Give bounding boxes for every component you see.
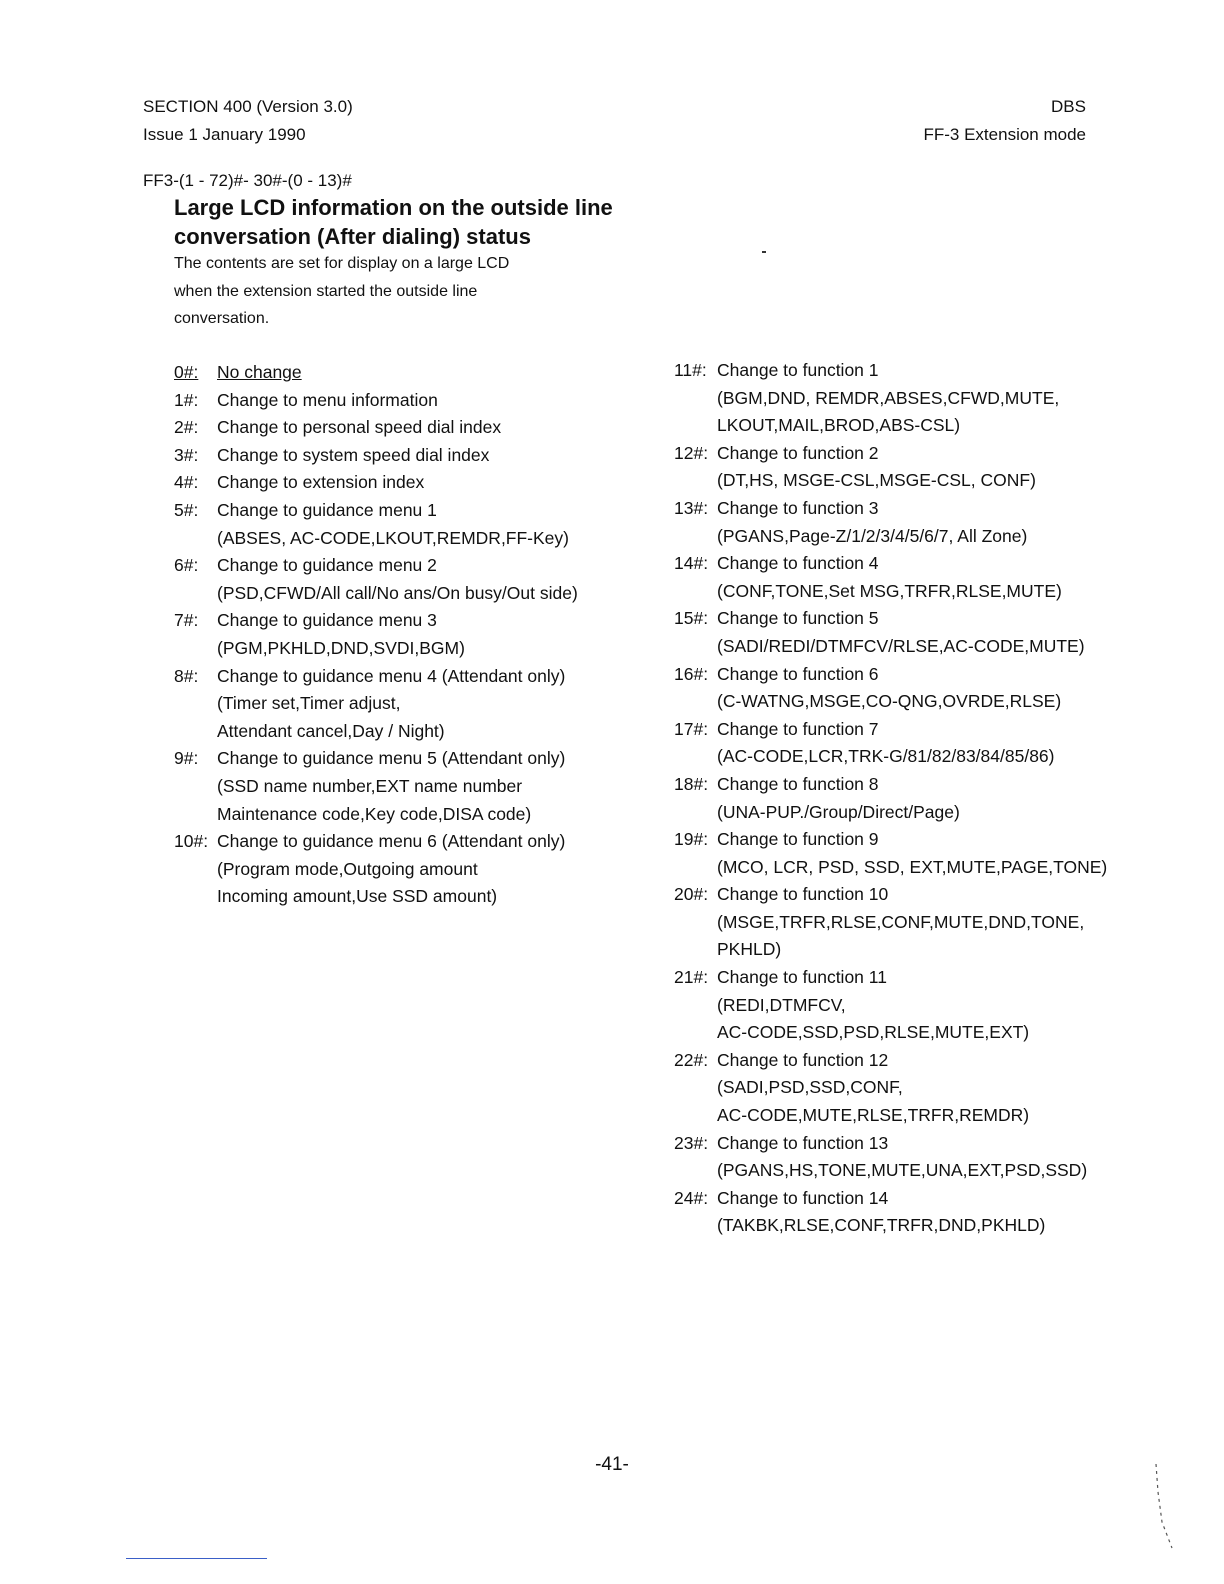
option-label: Change to function 13 (717, 1132, 889, 1153)
option-entry (674, 661, 1124, 716)
option-detail: (PGANS,Page-Z/1/2/3/4/5/6/7, All Zone) (717, 525, 1028, 546)
option-entry (174, 828, 644, 911)
option-detail: (TAKBK,RLSE,CONF,TRFR,DND,PKHLD) (717, 1215, 1046, 1236)
option-entry (674, 440, 1124, 495)
option-text (717, 357, 1124, 440)
option-entry (174, 359, 644, 387)
option-detail: (PGANS,HS,TONE,MUTE,UNA,EXT,PSD,SSD) (717, 1160, 1088, 1181)
option-entry (174, 497, 644, 552)
option-label: Change to guidance menu 6 (Attendant only) (217, 831, 566, 852)
option-detail: (CONF,TONE,Set MSG,TRFR,RLSE,MUTE) (717, 580, 1062, 601)
header-right (923, 93, 1086, 149)
option-label: Change to function 7 (717, 718, 879, 739)
option-text (717, 1130, 1124, 1185)
option-entry (174, 414, 644, 442)
option-entry (674, 1185, 1124, 1240)
option-detail: PKHLD) (717, 939, 782, 960)
option-detail: (Timer set,Timer adjust, (217, 693, 401, 714)
option-code: 15#: (674, 608, 709, 629)
option-detail: Maintenance code,Key code,DISA code) (217, 803, 532, 824)
title-line: Large LCD information on the outside line (174, 195, 613, 220)
option-entry (174, 469, 644, 497)
option-code: 3#: (174, 444, 199, 465)
option-detail: LKOUT,MAIL,BROD,ABS-CSL) (717, 415, 961, 436)
header-left (143, 93, 353, 149)
option-code: 20#: (674, 884, 709, 905)
option-label: Change to function 10 (717, 884, 889, 905)
option-entry (174, 745, 644, 828)
option-entry (174, 442, 644, 470)
option-text (717, 881, 1124, 964)
system-label: DBS (1051, 97, 1086, 116)
option-label: Change to function 9 (717, 829, 879, 850)
option-detail: Incoming amount,Use SSD amount) (217, 886, 498, 907)
option-label: Change to guidance menu 4 (Attendant only) (217, 665, 566, 686)
option-label: Change to guidance menu 1 (217, 499, 437, 520)
option-entry (174, 607, 644, 662)
right-options-list (674, 357, 1124, 1240)
footer-rule (126, 1558, 267, 1559)
option-entry (674, 1047, 1124, 1130)
option-text (217, 359, 644, 387)
option-text (217, 442, 644, 470)
option-detail: (C-WATNG,MSGE,CO-QNG,OVRDE,RLSE) (717, 691, 1062, 712)
option-label: Change to extension index (217, 472, 425, 493)
title-line: conversation (After dialing) status (174, 224, 531, 249)
option-code: 13#: (674, 497, 709, 518)
option-detail: (REDI,DTMFCV, (717, 994, 846, 1015)
option-code: 12#: (674, 442, 709, 463)
option-entry (174, 387, 644, 415)
option-code: 9#: (174, 748, 199, 769)
option-text (717, 771, 1124, 826)
option-entry (674, 716, 1124, 771)
option-detail: (AC-CODE,LCR,TRK-G/81/82/83/84/85/86) (717, 746, 1055, 767)
option-code: 8#: (174, 665, 199, 686)
option-text (217, 552, 644, 607)
option-code: 1#: (174, 389, 199, 410)
option-code: 0#: (174, 362, 199, 382)
option-entry (174, 663, 644, 746)
option-text (217, 745, 644, 828)
option-text (717, 661, 1124, 716)
option-detail: (MSGE,TRFR,RLSE,CONF,MUTE,DND,TONE, (717, 911, 1085, 932)
option-code: 4#: (174, 472, 199, 493)
option-text (217, 497, 644, 552)
option-code: 16#: (674, 663, 709, 684)
option-label: No change (217, 362, 302, 382)
option-detail: (Program mode,Outgoing amount (217, 858, 478, 879)
option-label: Change to function 4 (717, 553, 879, 574)
option-text (217, 607, 644, 662)
option-label: Change to function 8 (717, 773, 879, 794)
mode-label: FF-3 Extension mode (923, 125, 1086, 144)
option-label: Change to personal speed dial index (217, 417, 502, 438)
issue-date: Issue 1 January 1990 (143, 125, 306, 144)
left-options-list (174, 359, 644, 911)
option-code: 11#: (674, 360, 707, 380)
option-label: Change to function 6 (717, 663, 879, 684)
option-text (217, 469, 644, 497)
option-text (717, 495, 1124, 550)
option-code: 22#: (674, 1049, 709, 1070)
option-code: 23#: (674, 1132, 709, 1153)
section-label: SECTION 400 (Version 3.0) (143, 97, 353, 116)
option-label: Change to guidance menu 2 (217, 555, 437, 576)
option-detail: Attendant cancel,Day / Night) (217, 720, 445, 741)
option-text (717, 1047, 1124, 1130)
option-label: Change to guidance menu 3 (217, 610, 437, 631)
option-label: Change to guidance menu 5 (Attendant only) (217, 748, 566, 769)
option-text (217, 387, 644, 415)
description-line: when the extension started the outside line (174, 282, 478, 300)
option-entry (674, 771, 1124, 826)
option-entry (674, 495, 1124, 550)
option-code: 17#: (674, 718, 709, 739)
margin-scratch-mark (1152, 1462, 1176, 1550)
option-detail: (BGM,DND, REMDR,ABSES,CFWD,MUTE, (717, 387, 1060, 408)
option-entry (174, 552, 644, 607)
option-detail: (ABSES, AC-CODE,LKOUT,REMDR,FF-Key) (217, 527, 569, 548)
option-label: Change to system speed dial index (217, 444, 490, 465)
option-detail: (SADI,PSD,SSD,CONF, (717, 1077, 903, 1098)
option-label: Change to function 1 (717, 360, 879, 380)
scan-speck (762, 251, 766, 253)
option-detail: AC-CODE,SSD,PSD,RLSE,MUTE,EXT) (717, 1022, 1030, 1043)
option-detail: (MCO, LCR, PSD, SSD, EXT,MUTE,PAGE,TONE) (717, 856, 1108, 877)
feature-code: FF3-(1 - 72)#- 30#-(0 - 13)# (143, 171, 352, 190)
option-text (217, 828, 644, 911)
option-text (717, 1185, 1124, 1240)
option-label: Change to function 2 (717, 442, 879, 463)
option-text (717, 605, 1124, 660)
option-code: 5#: (174, 499, 199, 520)
option-detail: (UNA-PUP./Group/Direct/Page) (717, 801, 960, 822)
description (174, 250, 574, 333)
option-label: Change to function 5 (717, 608, 879, 629)
option-label: Change to function 11 (717, 967, 887, 988)
page-number: -41- (595, 1454, 629, 1475)
option-code: 2#: (174, 417, 199, 438)
description-line: The contents are set for display on a large LCD (174, 255, 510, 272)
option-detail: AC-CODE,MUTE,RLSE,TRFR,REMDR) (717, 1105, 1030, 1126)
option-entry (674, 826, 1124, 881)
option-detail: (DT,HS, MSGE-CSL,MSGE-CSL, CONF) (717, 470, 1036, 491)
option-entry (674, 1130, 1124, 1185)
option-entry (674, 605, 1124, 660)
option-text (717, 716, 1124, 771)
option-text (217, 414, 644, 442)
option-label: Change to function 12 (717, 1049, 889, 1070)
option-text (217, 663, 644, 746)
option-code: 21#: (674, 967, 709, 988)
option-detail: (SSD name number,EXT name number (217, 775, 523, 796)
option-entry (674, 881, 1124, 964)
option-text (717, 440, 1124, 495)
option-code: 18#: (674, 773, 709, 794)
option-code: 19#: (674, 829, 709, 850)
description-line: conversation. (174, 310, 270, 327)
option-detail: (SADI/REDI/DTMFCV/RLSE,AC-CODE,MUTE) (717, 635, 1085, 656)
option-code: 14#: (674, 553, 709, 574)
option-text (717, 550, 1124, 605)
option-label: Change to menu information (217, 389, 438, 410)
option-label: Change to function 3 (717, 497, 879, 518)
option-code: 10#: (174, 831, 209, 852)
option-detail: (PSD,CFWD/All call/No ans/On busy/Out side) (217, 582, 578, 603)
option-code: 6#: (174, 555, 199, 576)
section-title (174, 193, 634, 251)
option-text (717, 964, 1124, 1047)
option-detail: (PGM,PKHLD,DND,SVDI,BGM) (217, 637, 465, 658)
option-code: 24#: (674, 1187, 709, 1208)
option-text (717, 826, 1124, 881)
option-label: Change to function 14 (717, 1187, 889, 1208)
option-entry (674, 357, 1124, 440)
option-code: 7#: (174, 610, 199, 631)
option-entry (674, 964, 1124, 1047)
option-entry (674, 550, 1124, 605)
